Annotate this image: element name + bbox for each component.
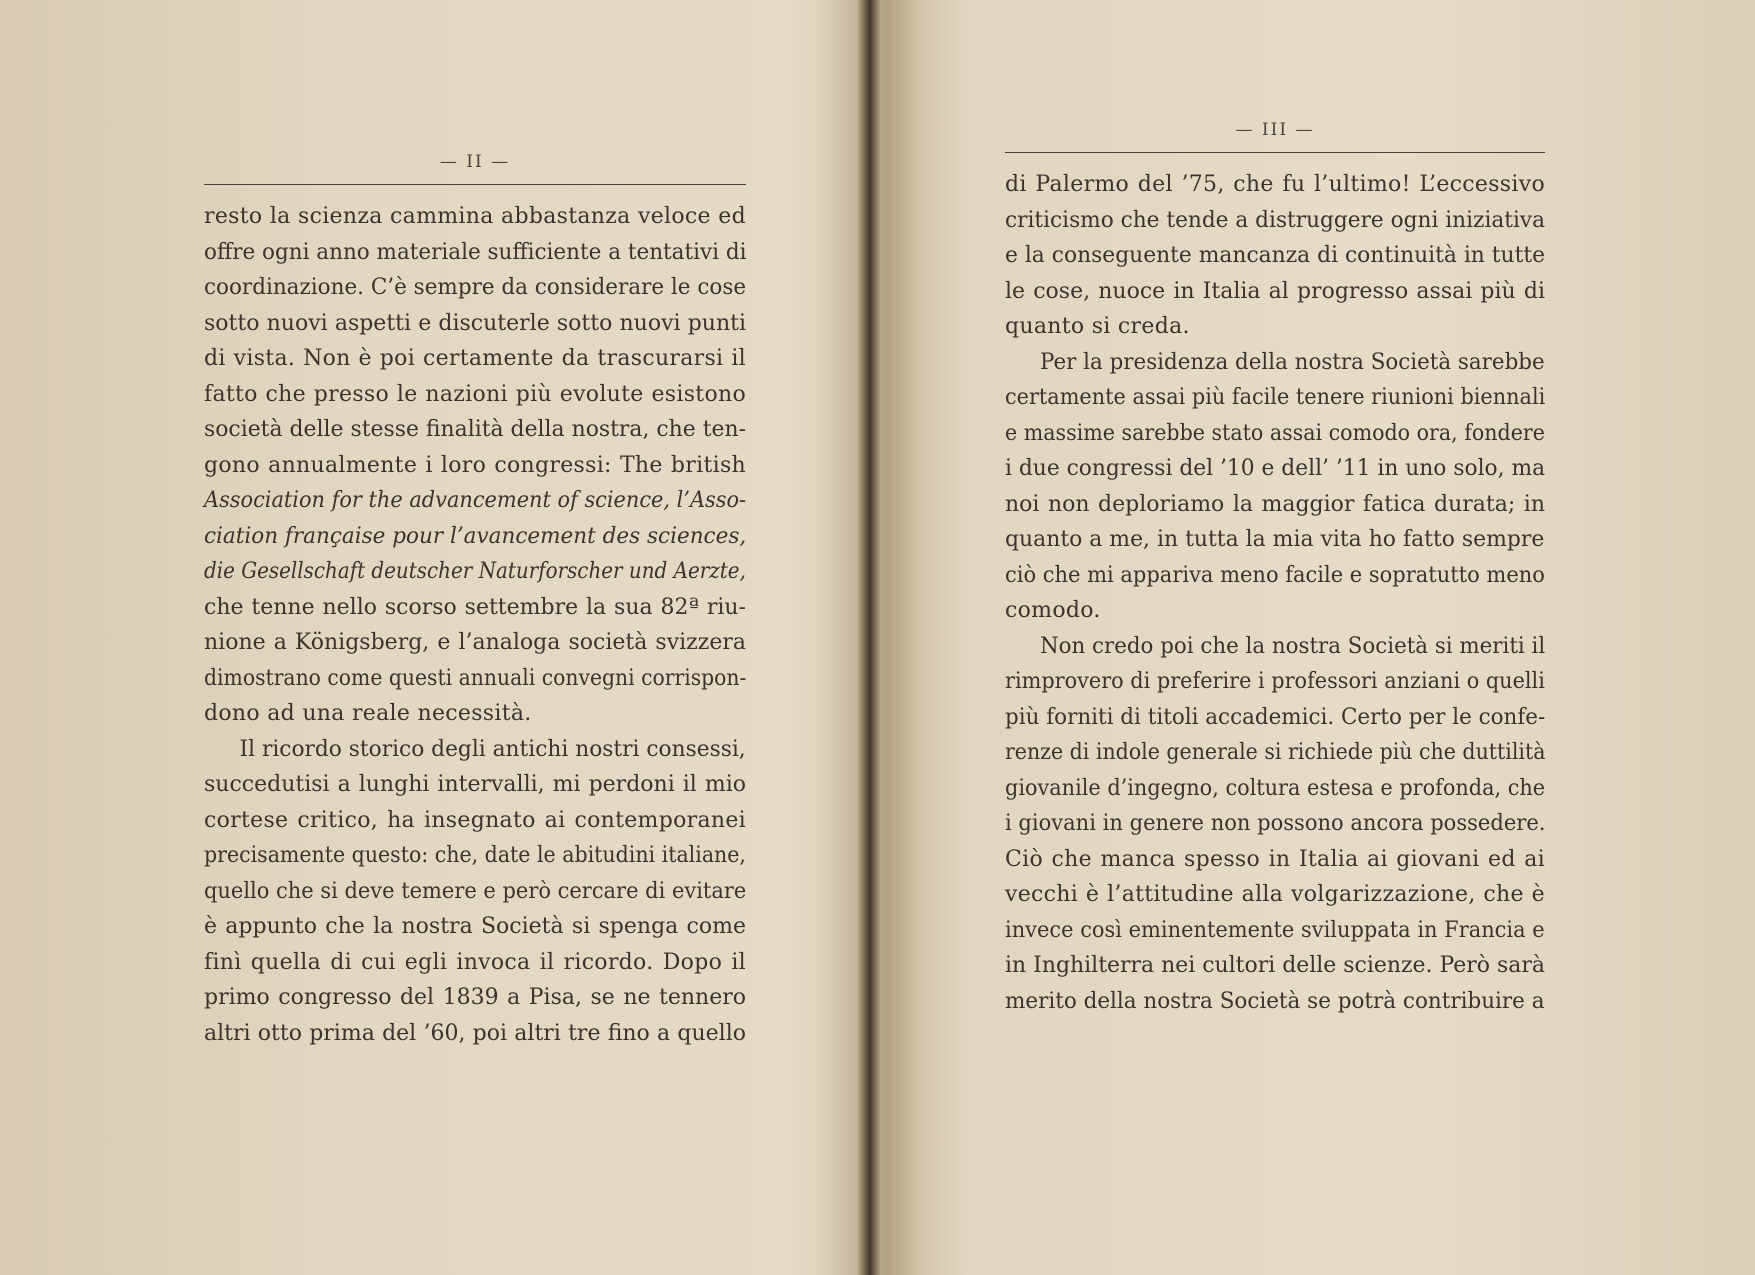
spine-shadow-left xyxy=(820,0,860,1275)
text-line: i due congressi del ’10 e dell’ ’11 in uno solo, ma xyxy=(1005,456,1546,481)
text-line: Il ricordo storico degli antichi nostri consessi, xyxy=(239,736,746,762)
text-line: Ciò che manca spesso in Italia ai giovani ed ai xyxy=(1005,846,1545,872)
text-line: gono annualmente i loro congressi: The british xyxy=(204,452,746,478)
text-line: die Gesellschaft deutscher Naturforscher und Aerzte, xyxy=(204,559,746,584)
right-page xyxy=(1005,118,1545,1019)
spine-shadow-right xyxy=(882,0,922,1275)
text-line: cortese critico, ha insegnato ai contemporanei xyxy=(204,807,746,833)
page-number-right: — III — xyxy=(1235,120,1315,140)
left-page xyxy=(204,150,746,1051)
text-line: merito della nostra Società se potrà contribuire a xyxy=(1005,988,1545,1014)
text-line: resto la scienza cammina abbastanza veloce ed xyxy=(204,204,746,229)
text-line: ciation française pour l’avancement des sciences, xyxy=(204,523,747,549)
text-line: quello che si deve temere e però cercare di evitare xyxy=(204,878,747,904)
text-line: certamente assai più facile tenere riunioni biennali xyxy=(1005,385,1546,410)
text-line: coordinazione. C’è sempre da considerare le cose xyxy=(204,275,747,300)
text-line: fatto che presso le nazioni più evolute esistono xyxy=(204,381,746,407)
text-line: i giovani in genere non possono ancora possedere. xyxy=(1005,811,1546,836)
text-line: criticismo che tende a distruggere ogni iniziativa xyxy=(1005,207,1546,233)
text-line: vecchi è l’attitudine alla volgarizzazione, che è xyxy=(1005,882,1545,907)
text-line: e massime sarebbe stato assai comodo ora, fondere xyxy=(1005,420,1545,446)
header-rule-left xyxy=(204,184,746,185)
text-line: società delle stesse finalità della nostra, che ten- xyxy=(204,417,747,442)
text-line: finì quella di cui egli invoca il ricordo. Dopo il xyxy=(204,949,746,975)
right-page-body xyxy=(1005,167,1545,1019)
text-line: di Palermo del ’75, che fu l’ultimo! L’eccessivo xyxy=(1005,172,1545,197)
header-rule-right xyxy=(1005,152,1545,153)
text-line: rimprovero di preferire i professori anziani o quelli xyxy=(1005,669,1545,694)
text-line: più forniti di titoli accademici. Certo per le confe- xyxy=(1005,704,1546,730)
text-line: primo congresso del 1839 a Pisa, se ne tennero xyxy=(204,985,746,1010)
text-line: e la conseguente mancanza di continuità in tutte xyxy=(1005,243,1546,268)
text-line: è appunto che la nostra Società si spenga come xyxy=(204,914,746,939)
page-number-left: — II — xyxy=(439,152,511,172)
text-line: Per la presidenza della nostra Società sarebbe xyxy=(1040,349,1545,375)
text-line: offre ogni anno materiale sufficiente a tentativi di xyxy=(204,239,747,265)
text-line: giovanile d’ingegno, coltura estesa e profonda, che xyxy=(1005,775,1546,801)
text-line: Non credo poi che la nostra Società si meriti il xyxy=(1039,633,1546,659)
text-line: Association for the advancement of science, l’Asso- xyxy=(204,488,747,513)
text-line: le cose, nuoce in Italia al progresso assai più di xyxy=(1005,278,1545,304)
text-line: renze di indole generale si richiede più che duttilità xyxy=(1005,740,1546,765)
text-line: dimostrano come questi annuali convegni corrispon- xyxy=(204,665,747,691)
text-line: che tenne nello scorso settembre la sua 82ª riu- xyxy=(204,594,746,620)
text-line: comodo. xyxy=(1005,598,1101,623)
text-line: dono ad una reale necessità. xyxy=(204,701,532,726)
text-line: noi non deploriamo la maggior fatica durata; in xyxy=(1005,491,1545,517)
text-line: nione a Königsberg, e l’analoga società svizzera xyxy=(204,630,746,655)
text-line: invece così eminentemente sviluppata in Francia e xyxy=(1005,917,1545,943)
text-line: altri otto prima del ’60, poi altri tre fino a quello xyxy=(204,1020,746,1046)
left-page-body xyxy=(204,199,746,1051)
text-line: in Inghilterra nei cultori delle scienze. Però sarà xyxy=(1005,953,1545,978)
text-line: quanto a me, in tutta la mia vita ho fatto sempre xyxy=(1005,527,1545,552)
text-line: ciò che mi appariva meno facile e sopratutto meno xyxy=(1005,562,1545,588)
text-line: quanto si creda. xyxy=(1005,314,1190,339)
text-line: di vista. Non è poi certamente da trascurarsi il xyxy=(204,346,746,371)
text-line: precisamente questo: che, date le abitudini italiane, xyxy=(204,843,746,868)
text-line: succedutisi a lunghi intervalli, mi perdoni il mio xyxy=(204,772,746,797)
text-line: sotto nuovi aspetti e discuterle sotto nuovi punti xyxy=(204,310,746,336)
book-spine xyxy=(858,0,882,1275)
